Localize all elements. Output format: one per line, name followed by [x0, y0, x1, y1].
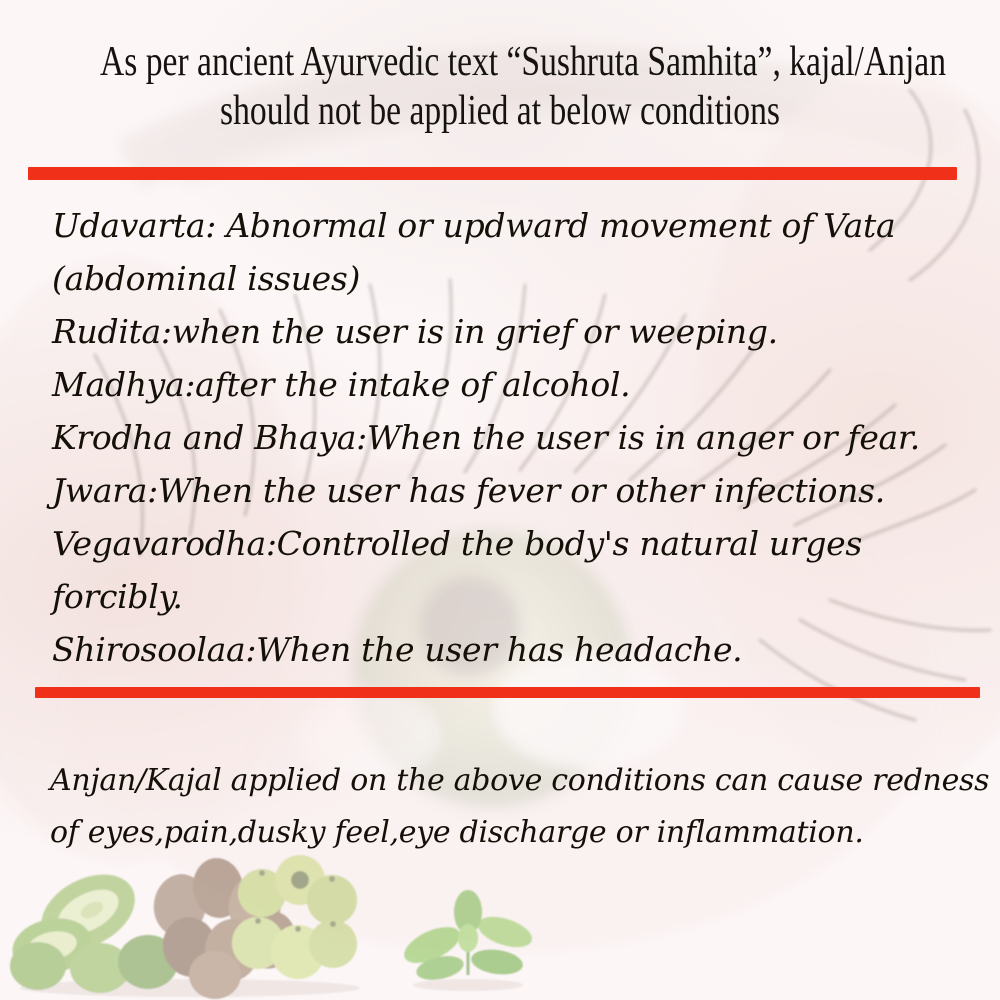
- divider-top: [28, 167, 957, 180]
- condition-item-rudita: Rudita:when the user is in grief or weeping.: [52, 312, 778, 351]
- triphala-fruits-image: [7, 855, 360, 999]
- condition-item-vegavarodha: Vegavarodha:Controlled the body's natural urges forcibly.: [52, 524, 863, 616]
- divider-bottom: [35, 687, 980, 698]
- page-title: [0, 38, 1000, 136]
- title-line-1: As per ancient Ayurvedic text “Sushruta Samhita”, kajal/Anjan: [100, 39, 947, 85]
- title-line-2: should not be applied at below conditions: [220, 88, 780, 134]
- conditions-list: [52, 199, 997, 676]
- condition-item-krodha-bhaya: Krodha and Bhaya:When the user is in anger or fear.: [52, 418, 920, 457]
- condition-item-udavarta: Udavarta: Abnormal or updward movement of Vata (abdominal issues): [52, 206, 896, 298]
- condition-item-madhya: Madhya:after the intake of alcohol.: [52, 365, 631, 404]
- condition-item-jwara: Jwara:When the user has fever or other infections.: [52, 471, 885, 510]
- basil-leaves-image: [399, 890, 536, 991]
- footer-note: Anjan/Kajal applied on the above conditions can cause redness of eyes,pain,dusky feel,eye discharge or inflammation.: [50, 763, 990, 850]
- condition-item-shirosoolaa: Shirosoolaa:When the user has headache.: [52, 630, 743, 669]
